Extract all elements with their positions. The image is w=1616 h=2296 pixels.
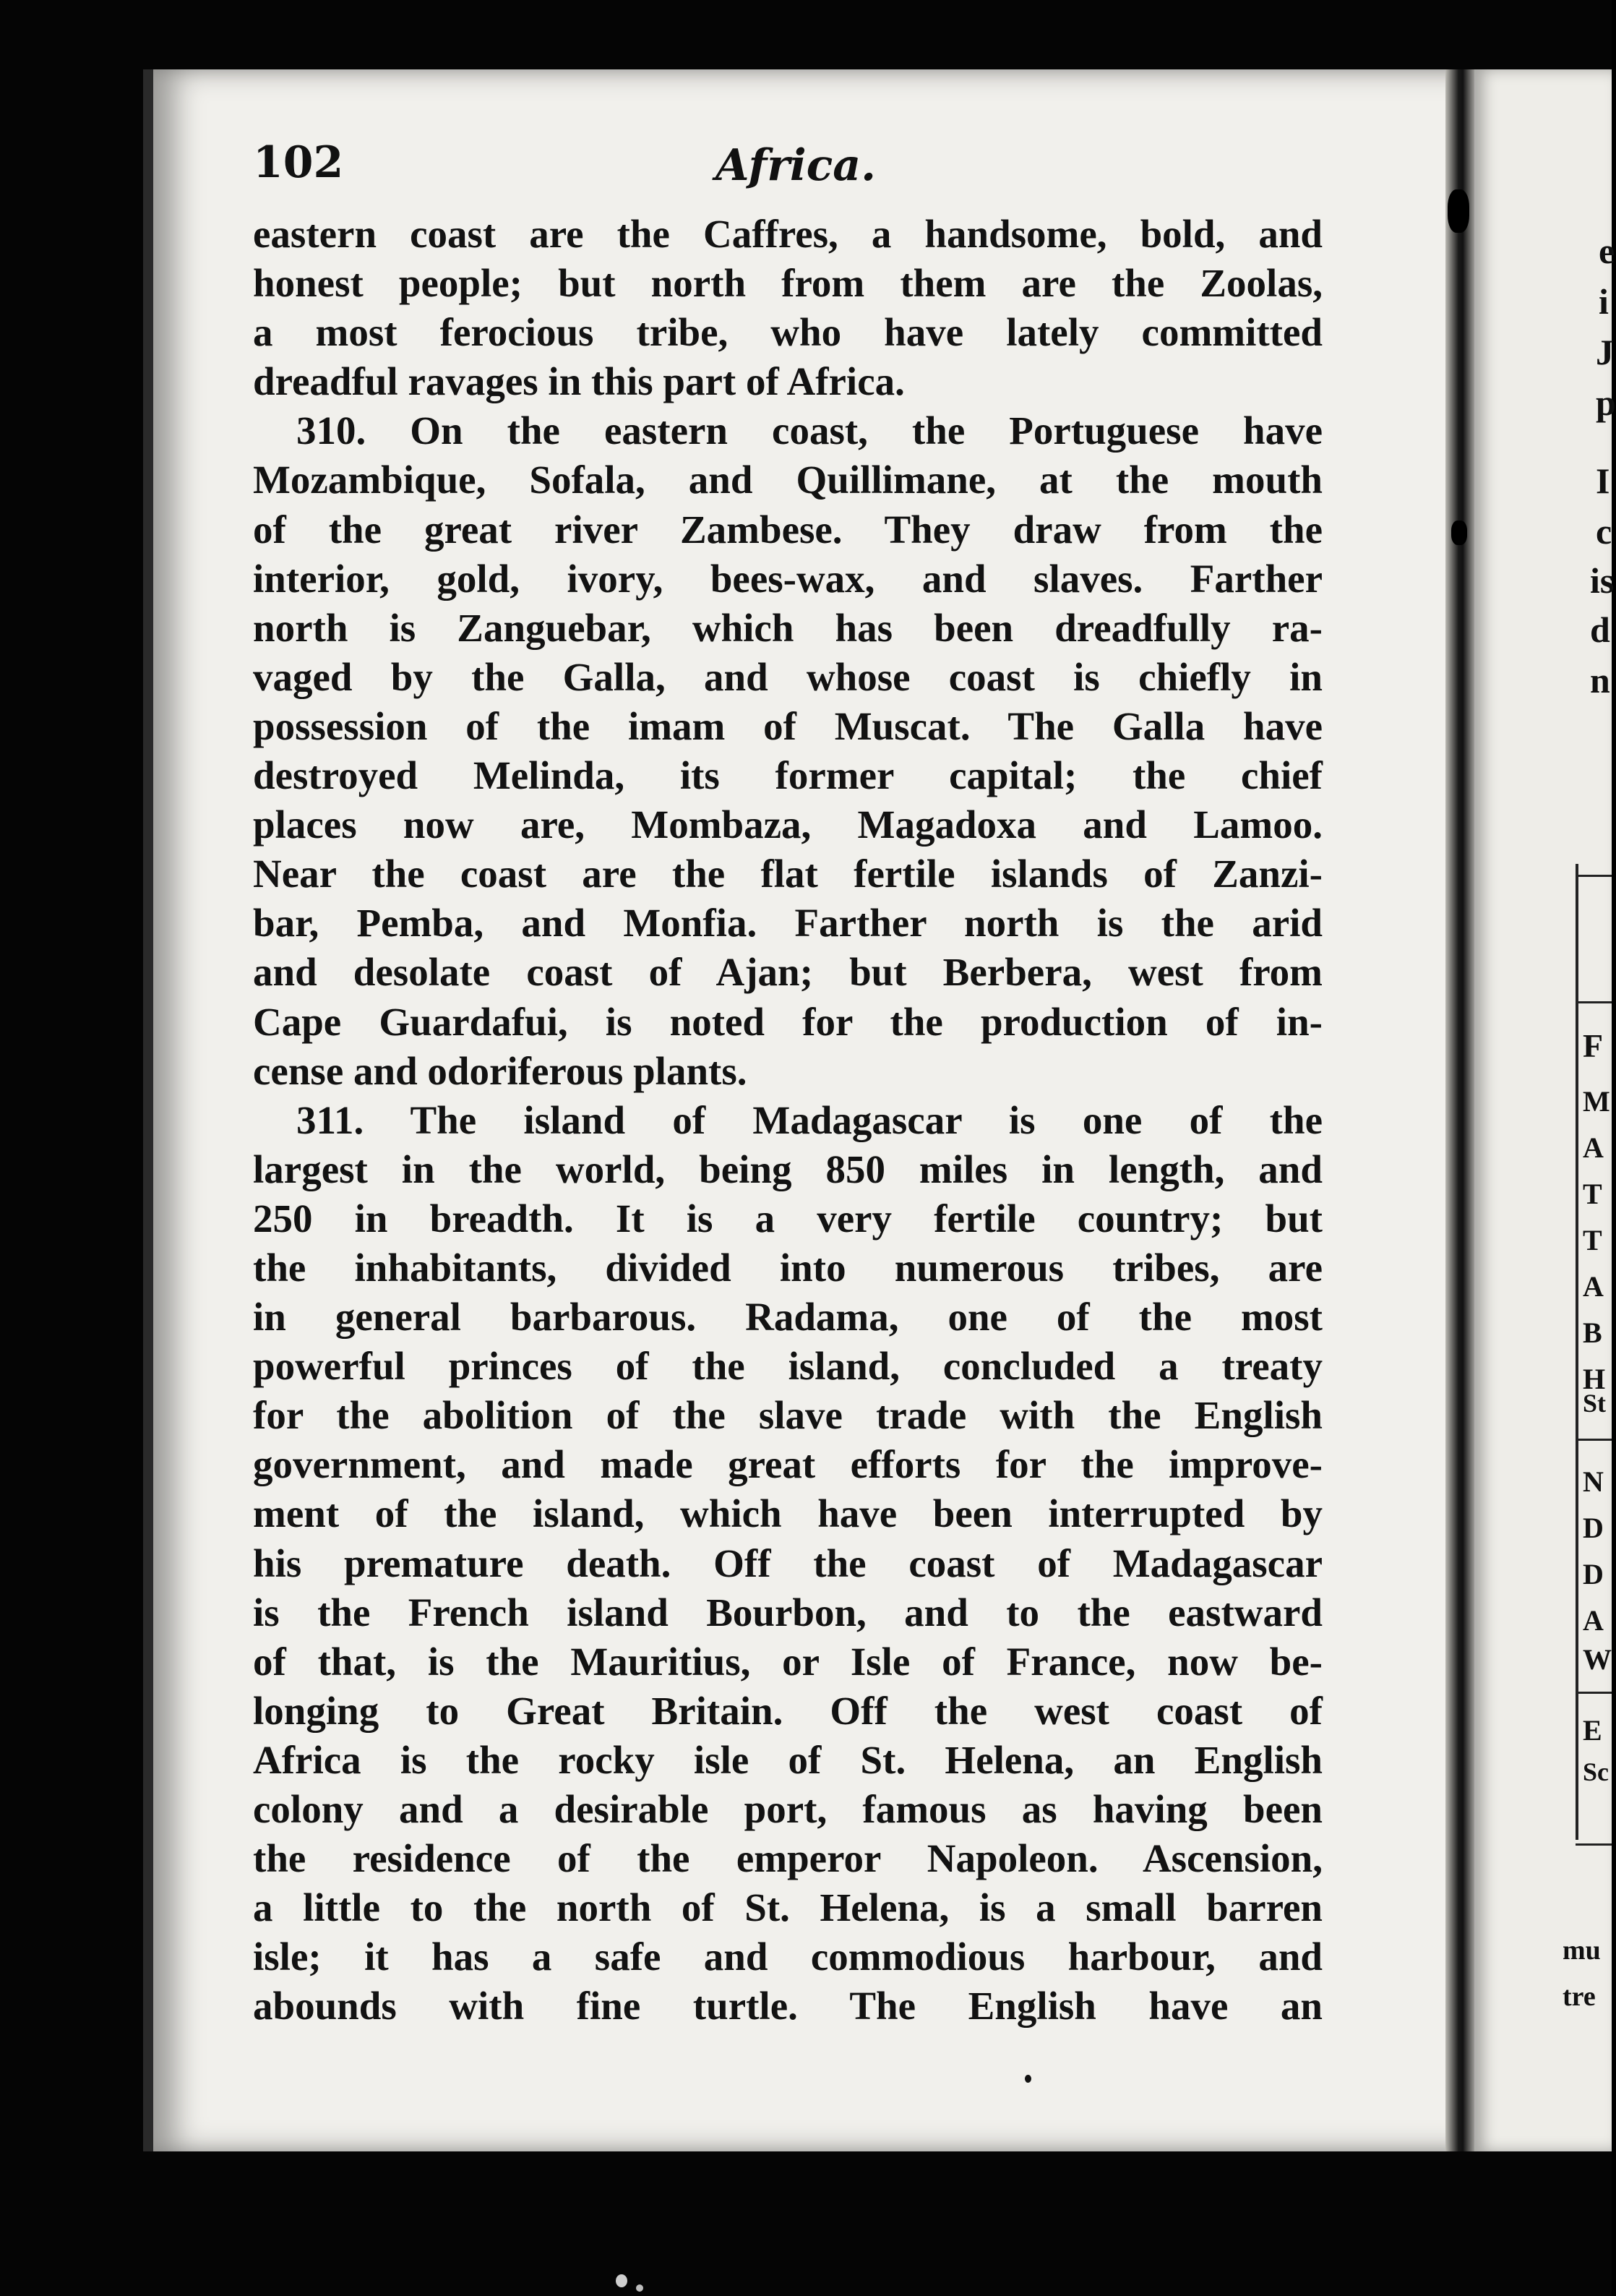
text-line: longing to Great Britain. Off the west coast of: [253, 1688, 1323, 1733]
text-line: in general barbarous. Radama, one of the most: [253, 1295, 1323, 1340]
right-page-fragment: d: [1590, 609, 1610, 650]
ink-speck: [636, 2284, 643, 2292]
text-line: of the great river Zambese. They draw from the: [253, 507, 1323, 552]
text-line: for the abolition of the slave trade with the English: [253, 1393, 1323, 1438]
binding-thread: [1448, 189, 1469, 233]
right-page-fragment: mu: [1563, 1935, 1601, 1966]
right-page-fragment: J: [1596, 332, 1614, 372]
binding-thread-lower: [1451, 521, 1467, 545]
right-page-fragment: E: [1583, 1714, 1602, 1747]
table-rule: [1576, 1692, 1612, 1694]
text-line: destroyed Melinda, its former capital; the chief: [253, 753, 1323, 798]
text-line: Near the coast are the flat fertile islands of Zanzi-: [253, 852, 1323, 896]
right-page-fragment: B: [1583, 1316, 1602, 1349]
text-line: powerful princes of the island, concluded a treaty: [253, 1344, 1323, 1389]
running-head: Africa.: [715, 140, 877, 191]
text-line: the residence of the emperor Napoleon. Ascension,: [253, 1836, 1323, 1881]
right-page-fragment: tre: [1563, 1982, 1596, 2012]
text-line: and desolate coast of Ajan; but Berbera, west from: [253, 950, 1323, 995]
text-line: isle; it has a safe and commodious harbour, and: [253, 1935, 1323, 1979]
right-page-fragment: p: [1596, 382, 1616, 423]
text-line: vaged by the Galla, and whose coast is chiefly in: [253, 654, 1323, 699]
text-line: possession of the imam of Muscat. The Galla have: [253, 703, 1323, 748]
text-line: government, and made great efforts for the improve-: [253, 1442, 1323, 1487]
right-page-fragment: St: [1583, 1389, 1607, 1418]
text-line: cense and odoriferous plants.: [253, 1048, 747, 1093]
text-line: is the French island Bourbon, and to the eastward: [253, 1590, 1323, 1635]
table-rule: [1576, 1001, 1612, 1003]
paragraph-311-start: 311. The island of Madagascar is one of the: [296, 1097, 1323, 1142]
page-header: [253, 137, 1337, 202]
text-line: 250 in breadth. It is a very fertile country; but: [253, 1196, 1323, 1241]
text-line: his premature death. Off the coast of Madagascar: [253, 1541, 1323, 1585]
right-page-fragment: W: [1583, 1643, 1612, 1676]
right-page-fragment: H: [1583, 1363, 1606, 1395]
right-page-fragment: i: [1599, 281, 1609, 322]
right-page-fragment: M: [1583, 1085, 1610, 1118]
ink-speck: [1025, 2075, 1031, 2083]
right-page-fragment: F: [1583, 1027, 1604, 1064]
right-page-fragment: e: [1599, 231, 1615, 271]
text-line: Cape Guardafui, is noted for the production of in-: [253, 999, 1323, 1044]
right-page-fragment: c: [1596, 511, 1612, 552]
right-page-fragment: Sc: [1583, 1757, 1609, 1786]
right-page-fragment: D: [1583, 1512, 1604, 1544]
right-page-fragment: A: [1583, 1270, 1604, 1303]
text-line: the inhabitants, divided into numerous tribes, are: [253, 1245, 1323, 1290]
right-page-fragment: T: [1583, 1178, 1602, 1210]
text-line: a little to the north of St. Helena, is a small barren: [253, 1885, 1323, 1930]
text-line: largest in the world, being 850 miles in length, and: [253, 1147, 1323, 1191]
right-page-fragment: n: [1590, 660, 1610, 701]
text-line: places now are, Mombaza, Magadoxa and Lamoo.: [253, 802, 1323, 847]
text-line: Africa is the rocky isle of St. Helena, an English: [253, 1737, 1323, 1782]
table-rule: [1576, 1843, 1612, 1846]
text-line: bar, Pemba, and Monfia. Farther north is the arid: [253, 901, 1323, 946]
right-page-fragment: T: [1583, 1224, 1602, 1256]
table-rule: [1576, 1439, 1612, 1441]
text-line: north is Zanguebar, which has been dreadfully ra-: [253, 605, 1323, 650]
right-page-fragment: is: [1590, 560, 1615, 601]
text-line: of that, is the Mauritius, or Isle of France, now be-: [253, 1639, 1323, 1684]
text-line: eastern coast are the Caffres, a handsome, bold, and: [253, 212, 1323, 256]
right-page-fragment: A: [1583, 1131, 1604, 1164]
right-page-fragment: A: [1583, 1604, 1604, 1637]
text-line: ment of the island, which have been interrupted by: [253, 1491, 1323, 1536]
table-rule: [1576, 875, 1612, 877]
text-line: interior, gold, ivory, bees-wax, and slaves. Farther: [253, 556, 1323, 601]
ink-speck: [616, 2274, 627, 2287]
text-line: Mozambique, Sofala, and Quillimane, at the mouth: [253, 458, 1323, 502]
text-line: honest people; but north from them are the Zoolas,: [253, 261, 1323, 306]
book-gutter: [1445, 69, 1474, 2151]
text-line: abounds with fine turtle. The English have an: [253, 1984, 1323, 2029]
text-line: a most ferocious tribe, who have lately committed: [253, 310, 1323, 355]
body-text: [253, 210, 1323, 2031]
paragraph-310-start: 310. On the eastern coast, the Portuguese have: [296, 408, 1323, 453]
text-line: colony and a desirable port, famous as having been: [253, 1787, 1323, 1831]
right-page-fragment: N: [1583, 1465, 1604, 1498]
right-page-fragment: I: [1596, 461, 1610, 501]
right-page-fragment: D: [1583, 1558, 1604, 1590]
text-line: dreadful ravages in this part of Africa.: [253, 359, 905, 404]
page-number: 102: [253, 137, 344, 188]
